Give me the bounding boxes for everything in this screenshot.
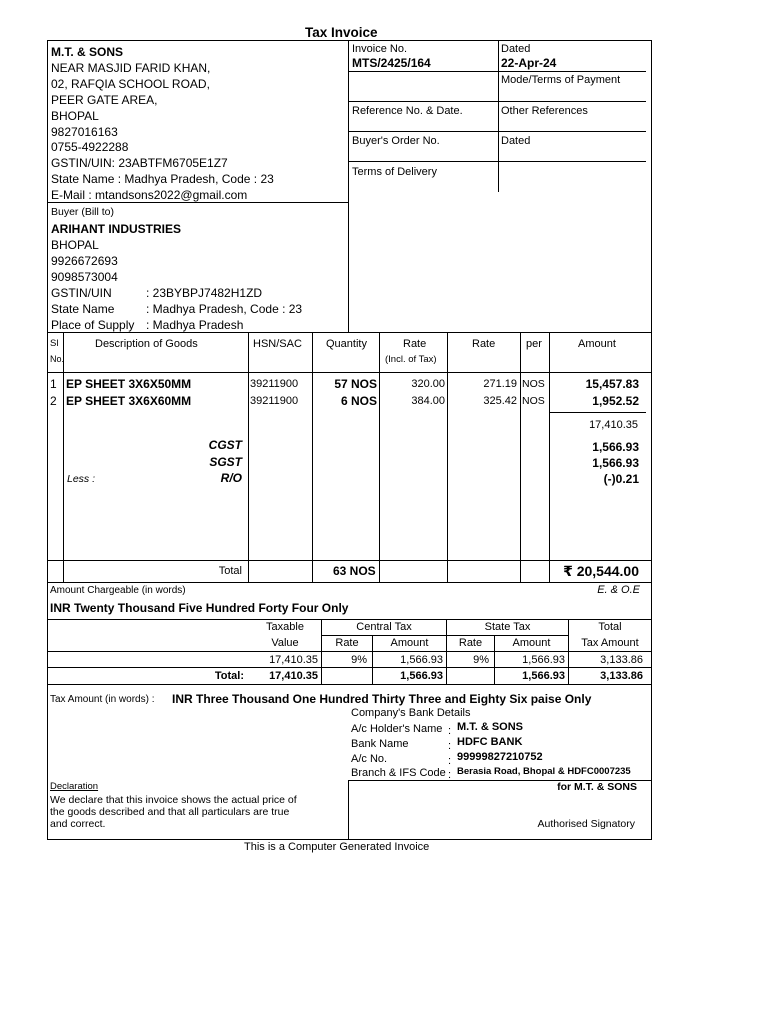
branch-ifsc-label: Branch & IFS Code <box>351 767 446 779</box>
sgst-label: SGST <box>209 455 242 469</box>
round-off-label: R/O <box>220 471 242 485</box>
buyer-phone: 9926672693 <box>51 254 118 268</box>
buyer-state: : Madhya Pradesh, Code : 23 <box>146 302 303 316</box>
taxable-header: Taxable <box>266 621 304 633</box>
item-description: EP SHEET 3X6X50MM <box>66 377 192 391</box>
col-hsn: HSN/SAC <box>253 338 302 350</box>
col-sl: Sl <box>50 338 59 349</box>
col-rate-incl-sub: (Incl. of Tax) <box>385 354 437 365</box>
buyer-label: Buyer (Bill to) <box>51 206 115 218</box>
footer-note: This is a Computer Generated Invoice <box>244 841 430 853</box>
tax-row-taxable: 17,410.35 <box>269 654 318 666</box>
item-rate: 271.19 <box>483 378 517 390</box>
bank-name: HDFC BANK <box>457 736 523 748</box>
subtotal-amount: 17,410.35 <box>589 419 638 431</box>
seller-phone: 9827016163 <box>51 125 118 139</box>
col-rate-incl: Rate <box>403 338 427 350</box>
cgst-label: CGST <box>208 438 242 452</box>
holder-name-label: A/c Holder's Name <box>351 723 443 735</box>
buyer-phone: 9098573004 <box>51 270 118 284</box>
bank-details-title: Company's Bank Details <box>351 707 471 719</box>
colon: : <box>448 769 452 781</box>
dated-label: Dated <box>501 135 531 147</box>
col-rate: Rate <box>472 338 496 350</box>
item-sl: 2 <box>50 394 57 408</box>
branch-ifsc: Berasia Road, Bhopal & HDFC0007235 <box>457 766 631 777</box>
total-tax-amount-header: Tax Amount <box>581 637 639 649</box>
item-hsn: 39211900 <box>250 378 299 390</box>
item-rate-incl: 384.00 <box>411 395 445 407</box>
central-amount-header: Amount <box>390 637 429 649</box>
item-quantity: 6 NOS <box>340 394 377 408</box>
tax-total-label: Total: <box>214 670 244 682</box>
tax-total-amount: 3,133.86 <box>600 670 643 682</box>
colon: : <box>448 755 452 767</box>
declaration-text: We declare that this invoice shows the actual price of <box>50 794 297 806</box>
mode-terms-label: Mode/Terms of Payment <box>501 74 621 86</box>
terms-of-delivery-label: Terms of Delivery <box>352 166 437 178</box>
item-hsn: 39211900 <box>250 395 299 407</box>
less-label: Less : <box>67 473 96 485</box>
colon: : <box>448 740 452 752</box>
account-no: 99999827210752 <box>457 751 543 763</box>
state-tax-header: State Tax <box>484 621 531 633</box>
seller-email: E-Mail : mtandsons2022@gmail.com <box>51 188 248 202</box>
tax-total-central: 1,566.93 <box>400 670 443 682</box>
for-company: for M.T. & SONS <box>557 781 637 793</box>
declaration-label: Declaration <box>50 781 99 792</box>
col-description: Description of Goods <box>95 338 198 350</box>
item-rate-incl: 320.00 <box>411 378 445 390</box>
other-references-label: Other References <box>501 105 588 117</box>
seller-address-line: BHOPAL <box>51 109 99 123</box>
item-sl: 1 <box>50 377 57 391</box>
buyer-city: BHOPAL <box>51 238 99 252</box>
col-quantity: Quantity <box>326 338 367 350</box>
item-per: NOS <box>522 378 545 390</box>
buyer-state-label: State Name <box>51 302 115 316</box>
taxable-value-header: Value <box>271 637 299 649</box>
tax-total-taxable: 17,410.35 <box>269 670 318 682</box>
cgst-amount: 1,566.93 <box>592 440 639 454</box>
declaration-text: and correct. <box>50 818 106 830</box>
col-amount: Amount <box>578 338 616 350</box>
tax-in-words: INR Three Thousand One Hundred Thirty Three and Eighty Six paise Only <box>172 692 592 706</box>
seller-address-line: 02, RAFQIA SCHOOL ROAD, <box>51 77 210 91</box>
invoice-no: MTS/2425/164 <box>352 56 431 70</box>
round-off-amount: (-)0.21 <box>603 472 639 486</box>
invoice-no-label: Invoice No. <box>352 43 408 55</box>
total-tax-header: Total <box>598 621 622 633</box>
seller-state: State Name : Madhya Pradesh, Code : 23 <box>51 172 274 186</box>
authorised-signatory: Authorised Signatory <box>537 818 635 830</box>
tax-words-label: Tax Amount (in words) : <box>50 694 155 705</box>
seller-address-line: NEAR MASJID FARID KHAN, <box>51 61 211 75</box>
place-of-supply: : Madhya Pradesh <box>146 318 244 332</box>
tax-total-state: 1,566.93 <box>522 670 565 682</box>
tax-row-central-amount: 1,566.93 <box>400 654 443 666</box>
item-rate: 325.42 <box>483 395 517 407</box>
buyer-gstin-label: GSTIN/UIN <box>51 286 112 300</box>
eoe-label: E. & O.E <box>597 584 640 596</box>
reference-label: Reference No. & Date. <box>352 105 463 117</box>
invoice-date: 22-Apr-24 <box>501 56 557 70</box>
item-per: NOS <box>522 395 545 407</box>
total-label: Total <box>218 565 242 577</box>
bank-name-label: Bank Name <box>351 738 409 750</box>
tax-row-central-rate: 9% <box>351 654 367 666</box>
seller-address-line: PEER GATE AREA, <box>51 93 158 107</box>
item-description: EP SHEET 3X6X60MM <box>66 394 192 408</box>
tax-row-state-amount: 1,566.93 <box>522 654 565 666</box>
col-per: per <box>526 338 542 350</box>
dated-label: Dated <box>501 43 531 55</box>
buyer-order-label: Buyer's Order No. <box>352 135 440 147</box>
buyer-name: ARIHANT INDUSTRIES <box>51 222 182 236</box>
central-tax-header: Central Tax <box>356 621 412 633</box>
place-of-supply-label: Place of Supply <box>51 318 135 332</box>
seller-phone: 0755-4922288 <box>51 140 129 154</box>
sgst-amount: 1,566.93 <box>592 456 639 470</box>
col-sl-no: No. <box>50 354 65 364</box>
declaration-text: the goods described and that all particulars are true <box>50 806 290 818</box>
item-amount: 15,457.83 <box>585 377 639 391</box>
central-rate-header: Rate <box>335 637 359 649</box>
seller-name: M.T. & SONS <box>51 45 124 59</box>
item-amount: 1,952.52 <box>592 394 639 408</box>
seller-gstin: GSTIN/UIN: 23ABTFM6705E1Z7 <box>51 156 228 170</box>
total-quantity: 63 NOS <box>333 564 376 578</box>
tax-row-state-rate: 9% <box>473 654 489 666</box>
amount-in-words: INR Twenty Thousand Five Hundred Forty Four Only <box>50 601 349 615</box>
item-quantity: 57 NOS <box>334 377 377 391</box>
account-no-label: A/c No. <box>351 753 388 765</box>
colon: : <box>448 725 452 737</box>
buyer-gstin: : 23BYBPJ7482H1ZD <box>146 286 263 300</box>
tax-row-total: 3,133.86 <box>600 654 643 666</box>
grand-total: ₹ 20,544.00 <box>563 563 639 579</box>
holder-name: M.T. & SONS <box>457 721 524 733</box>
page-title: Tax Invoice <box>305 25 378 40</box>
state-rate-header: Rate <box>458 637 483 649</box>
amount-words-label: Amount Chargeable (in words) <box>50 585 186 596</box>
state-amount-header: Amount <box>512 637 551 649</box>
